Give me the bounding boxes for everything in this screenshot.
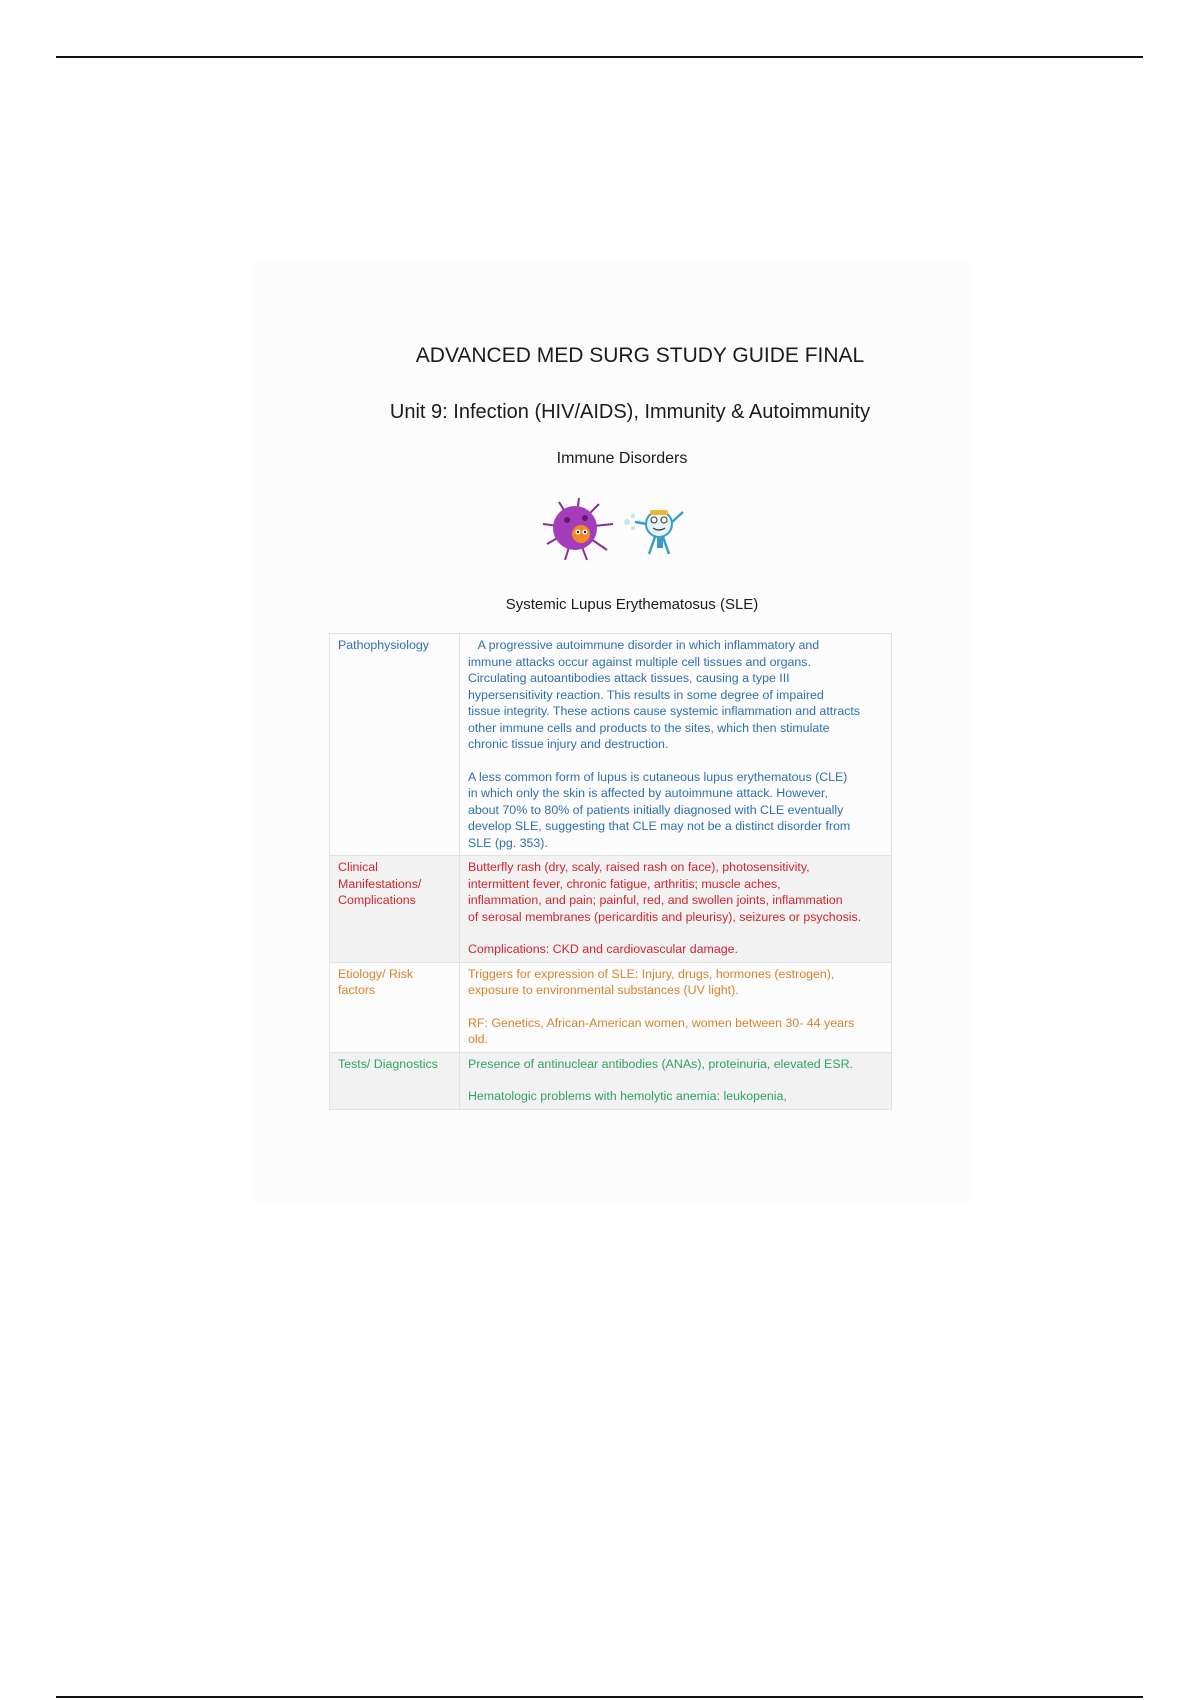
unit-heading: Unit 9: Infection (HIV/AIDS), Immunity & Autoimmunity [389, 401, 871, 423]
row-content [459, 856, 891, 963]
text-line: Circulating autoantibodies attack tissues, causing a type III [467, 671, 790, 685]
table-row [330, 634, 892, 856]
row-content [459, 634, 891, 856]
text-line: chronic tissue injury and destruction. [467, 737, 669, 751]
text-line: Complications: CKD and cardiovascular damage. [467, 942, 738, 956]
text-line: Triggers for expression of SLE: Injury, drugs, hormones (estrogen), [467, 966, 835, 981]
text-line: in which only the skin is affected by autoimmune attack. However, [467, 786, 828, 800]
text-line: immune attacks occur against multiple cell tissues and organs. [467, 654, 811, 669]
text-line: tissue integrity. These actions cause systemic inflammation and attracts [467, 704, 861, 718]
topic-heading: Systemic Lupus Erythematosus (SLE) [505, 596, 759, 613]
row-label: Tests/ Diagnostics [330, 1052, 460, 1109]
text-line: other immune cells and products to the sites, which then stimulate [467, 720, 830, 735]
row-label: Clinical Manifestations/ Complications [330, 856, 460, 963]
sle-table [329, 633, 892, 1110]
text-line: hypersensitivity reaction. This results in some degree of impaired [467, 687, 824, 702]
text-line: A less common form of lupus is cutaneous lupus erythematous (CLE) [467, 769, 848, 784]
table-row [330, 1052, 892, 1109]
row-content [459, 962, 891, 1052]
table-row [330, 856, 892, 963]
row-label: Pathophysiology [330, 634, 460, 856]
text-line: Presence of antinuclear antibodies (ANAs), proteinuria, elevated ESR. [467, 1056, 853, 1071]
row-label: Etiology/ Risk factors [330, 962, 460, 1052]
text-line: inflammation, and pain; painful, red, and swollen joints, inflammation [467, 893, 843, 907]
text-line: SLE (pg. 353). [467, 835, 548, 850]
text-line: of serosal membranes (pericarditis and pleurisy), seizures or psychosis. [467, 909, 862, 924]
text-line: intermittent fever, chronic fatigue, arthritis; muscle aches, [467, 876, 781, 891]
text-line: Hematologic problems with hemolytic anemia: leukopenia, [467, 1089, 787, 1103]
text-line: A progressive autoimmune disorder in which inflammatory and [467, 638, 820, 652]
text-line: exposure to environmental substances (UV light). [467, 983, 739, 997]
germ-and-cell-cartoon-icon [535, 494, 695, 566]
row-content [459, 1052, 891, 1109]
top-rule [56, 56, 1143, 58]
text-line: RF: Genetics, African-American women, women between 30- 44 years [467, 1015, 855, 1030]
document-title: ADVANCED MED SURG STUDY GUIDE FINAL [415, 344, 865, 367]
text-line: Butterfly rash (dry, scaly, raised rash on face), photosensitivity, [467, 860, 810, 874]
text-line: develop SLE, suggesting that CLE may not be a distinct disorder from [467, 819, 851, 833]
bottom-rule [56, 1696, 1143, 1698]
section-heading: Immune Disorders [556, 450, 688, 467]
table-row [330, 962, 892, 1052]
text-line: about 70% to 80% of patients initially diagnosed with CLE eventually [467, 802, 844, 817]
text-line: old. [467, 1032, 488, 1046]
